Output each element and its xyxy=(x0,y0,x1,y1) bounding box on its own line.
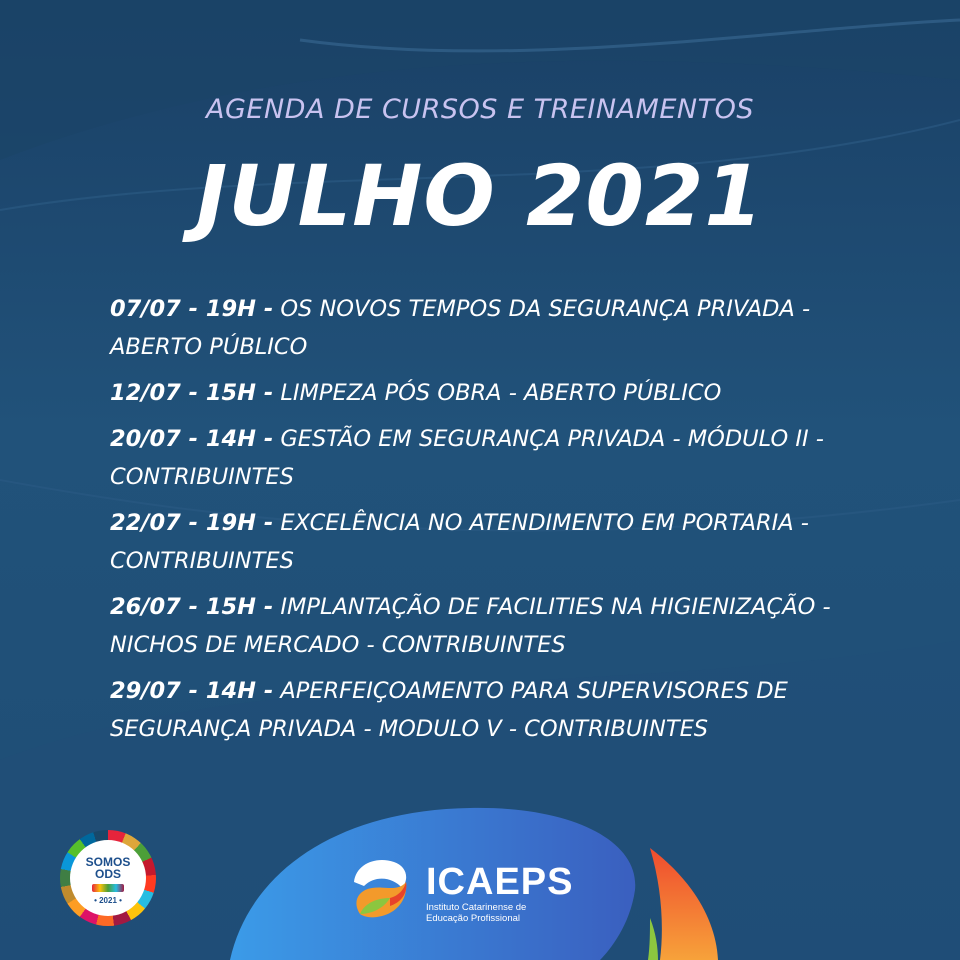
event-description: APERFEIÇOAMENTO PARA SUPERVISORES DE SEGURANÇA PRIVADA - MODULO V - CONTRIBUINTES xyxy=(110,678,788,742)
badge-line2: ODS xyxy=(94,867,121,881)
event-item xyxy=(110,374,890,412)
page-title: JULHO 2021 xyxy=(196,147,764,245)
event-item xyxy=(110,504,890,580)
event-date: 12/07 - 15H - xyxy=(110,380,274,406)
event-description: GESTÃO EM SEGURANÇA PRIVADA - MÓDULO II - CONTRIBUINTES xyxy=(110,426,824,490)
event-list xyxy=(110,290,890,756)
event-date: 29/07 - 14H - xyxy=(110,678,274,704)
somos-ods-badge xyxy=(60,830,156,926)
event-item xyxy=(110,588,890,664)
event-item xyxy=(110,420,890,496)
event-date: 22/07 - 19H - xyxy=(110,510,274,536)
event-description: IMPLANTAÇÃO DE FACILITIES NA HIGIENIZAÇÃO - NICHOS DE MERCADO - CONTRIBUINTES xyxy=(110,594,831,658)
event-description: EXCELÊNCIA NO ATENDIMENTO EM PORTARIA - CONTRIBUINTES xyxy=(110,510,809,574)
event-description: LIMPEZA PÓS OBRA - ABERTO PÚBLICO xyxy=(280,380,722,406)
page-subtitle: AGENDA DE CURSOS E TREINAMENTOS xyxy=(206,94,754,125)
icaeps-logo-icon xyxy=(346,852,416,922)
brand-tagline: Instituto Catarinense de Educação Profissional xyxy=(426,902,527,924)
event-item xyxy=(110,672,890,748)
badge-text xyxy=(70,856,146,880)
badge-year: • 2021 • xyxy=(94,896,122,905)
brand-name: ICAEPS xyxy=(426,861,574,903)
event-date: 20/07 - 14H - xyxy=(110,426,274,452)
event-item xyxy=(110,290,890,366)
flame-shape xyxy=(640,848,720,960)
event-date: 07/07 - 19H - xyxy=(110,296,274,322)
event-description: OS NOVOS TEMPOS DA SEGURANÇA PRIVADA - ABERTO PÚBLICO xyxy=(110,296,811,360)
ods-colors-icon xyxy=(92,884,124,892)
event-date: 26/07 - 15H - xyxy=(110,594,274,620)
badge-line1: SOMOS xyxy=(85,855,131,869)
badge-center xyxy=(70,840,146,916)
